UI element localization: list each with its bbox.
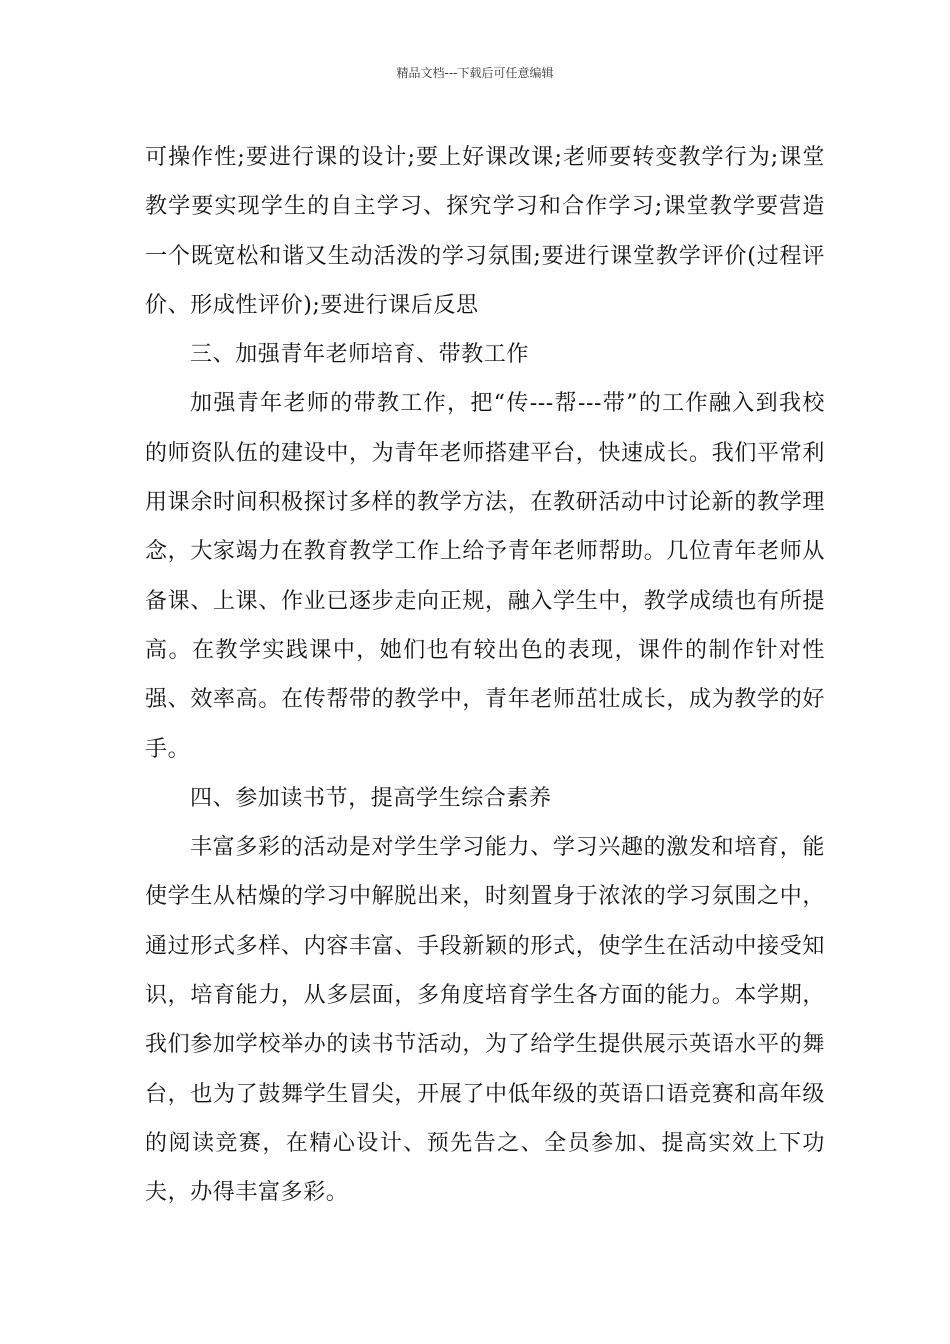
paragraph-reading-festival: 丰富多彩的活动是对学生学习能力、学习兴趣的激发和培育，能使学生从枯燥的学习中解脱出来，时刻置身于浓浓的学习氛围之中，通过形式多样、内容丰富、手段新颖的形式，使学生在活动中接受知识，培育能力，从多层面，多角度培育学生各方面的能力。本学期，我们参加学校举办的读书节活动，为了给学生提供展示英语水平的舞台，也为了鼓舞学生冒尖，开展了中低年级的英语口语竞赛和高年级的阅读竞赛，在精心设计、预先告之、全员参加、提高实效上下功夫，办得丰富多彩。 <box>145 835 825 1206</box>
document-body <box>145 133 825 1218</box>
page-header: 精品文档---下载后可任意编辑 <box>396 66 554 80</box>
paragraph-young-teachers: 加强青年老师的带教工作，把“传---帮---带”的工作融入到我校的师资队伍的建设中，为青年老师搭建平台，快速成长。我们平常利用课余时间积极探讨多样的教学方法，在教研活动中讨论新的教学理念，大家竭力在教育教学工作上给予青年老师帮助。几位青年老师从备课、上课、作业已逐步走向正规，融入学生中，教学成绩也有所提高。在教学实践课中，她们也有较出色的表现，课件的制作针对性强、效率高。在传帮带的教学中，青年老师茁壮成长，成为教学的好手。 <box>145 391 825 762</box>
section-heading-4: 四、参加读书节，提高学生综合素养 <box>190 785 552 811</box>
paragraph-continuation: 可操作性;要进行课的设计;要上好课改课;老师要转变教学行为;课堂教学要实现学生的自主学习、探究学习和合作学习;课堂教学要营造一个既宽松和谐又生动活泼的学习氛围;要进行课堂教学评价(过程评价、形成性评价);要进行课后反思 <box>145 145 825 318</box>
section-heading-3: 三、加强青年老师培育、带教工作 <box>190 342 530 368</box>
